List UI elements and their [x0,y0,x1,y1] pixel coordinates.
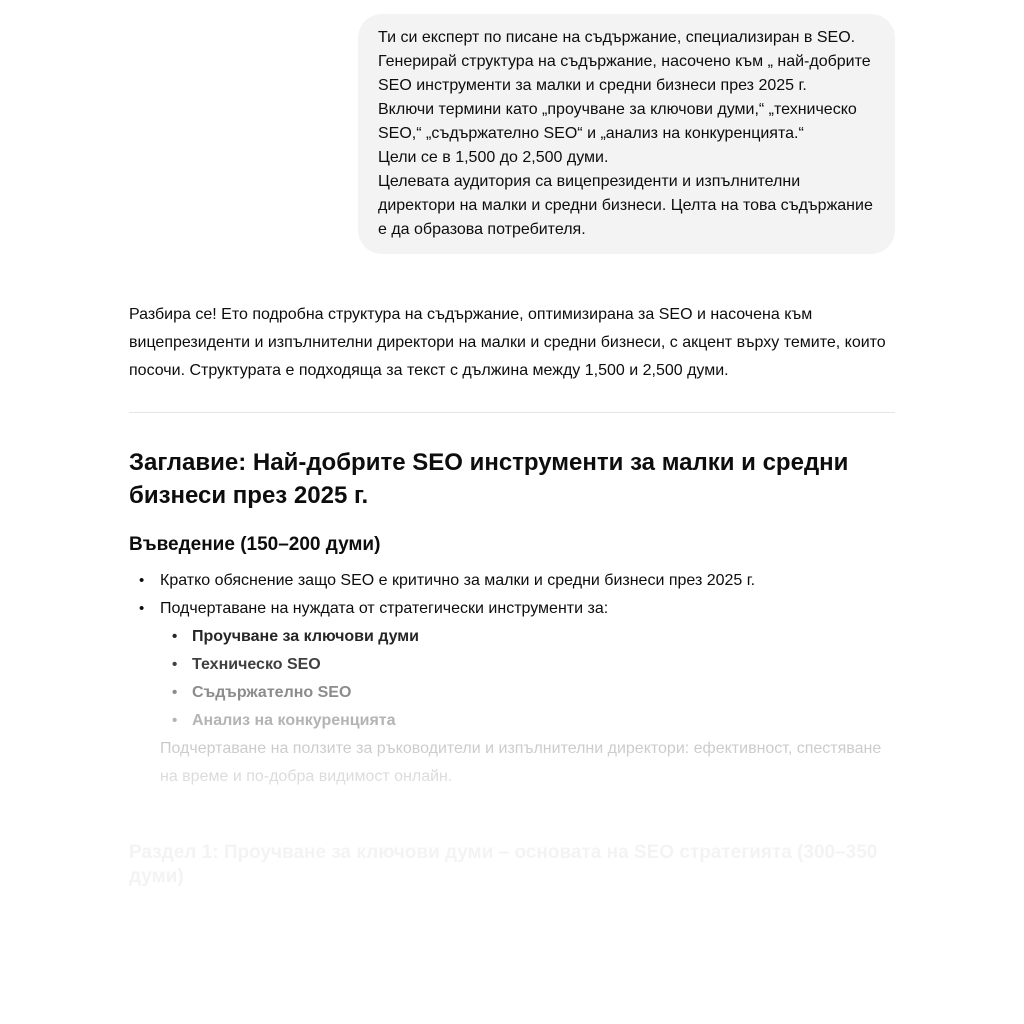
user-message-line: Цели се в 1,500 до 2,500 думи. [378,149,609,166]
user-message-bubble [358,14,895,254]
introduction-section-heading: Въведение (150–200 думи) [129,534,381,555]
user-message-line: Включи термини като „проучване за ключови думи,“ „техническо SEO,“ „съдържателно SEO“ и „анализ на конкуренцията.“ [378,101,857,142]
bullet-item-strategic-tools: • Подчертаване на нуждата от стратегически инструменти за: [129,595,895,623]
sub-bullet-competitor-analysis: • Анализ на конкуренцията [129,707,895,735]
bullet-item-seo-importance: • Кратко обяснение защо SEO е критично за малки и средни бизнеси през 2025 г. [129,567,895,595]
assistant-intro-paragraph: Разбира се! Ето подробна структура на съдържание, оптимизирана за SEO и насочена към вицепрезиденти и изпълнителни директори на малки и средни бизнеси, с акцент върху темите, които посочи. Структурата е подходяща за текст с дължина между 1,500 и 2,500 думи. [129,306,886,379]
faded-streaming-heading: Раздел 1: Проучване за ключови думи – основата на SEO стратегията (300–350 думи) [129,842,878,887]
user-message-line: Генерирай структура на съдържание, насочено към „ най-добрите SEO инструменти за малки и средни бизнеси през 2025 г. [378,53,871,94]
assistant-message [129,301,895,889]
outline-bullet-list [129,567,895,791]
sub-bullet-content-seo: • Съдържателно SEO [129,679,895,707]
sub-bullet-keyword-research: • Проучване за ключови думи [129,623,895,651]
bullet-item-benefits-faded: • Подчертаване на ползите за ръководители и изпълнителни директори: ефективност, спестяване на време и по-добра видимост онлайн. [129,735,895,791]
user-message-line: Ти си експерт по писане на съдържание, специализиран в SEO. [378,29,856,46]
conversation-column [129,0,895,889]
sub-bullet-technical-seo: • Техническо SEO [129,651,895,679]
markdown-divider [129,412,895,413]
user-message-line: Целевата аудитория са вицепрезиденти и изпълнителни директори на малки и средни бизнеси. Целта на това съдържание е да образова потребителя. [378,173,873,238]
article-title-heading: Заглавие: Най-добрите SEO инструменти за малки и средни бизнеси през 2025 г. [129,449,849,509]
